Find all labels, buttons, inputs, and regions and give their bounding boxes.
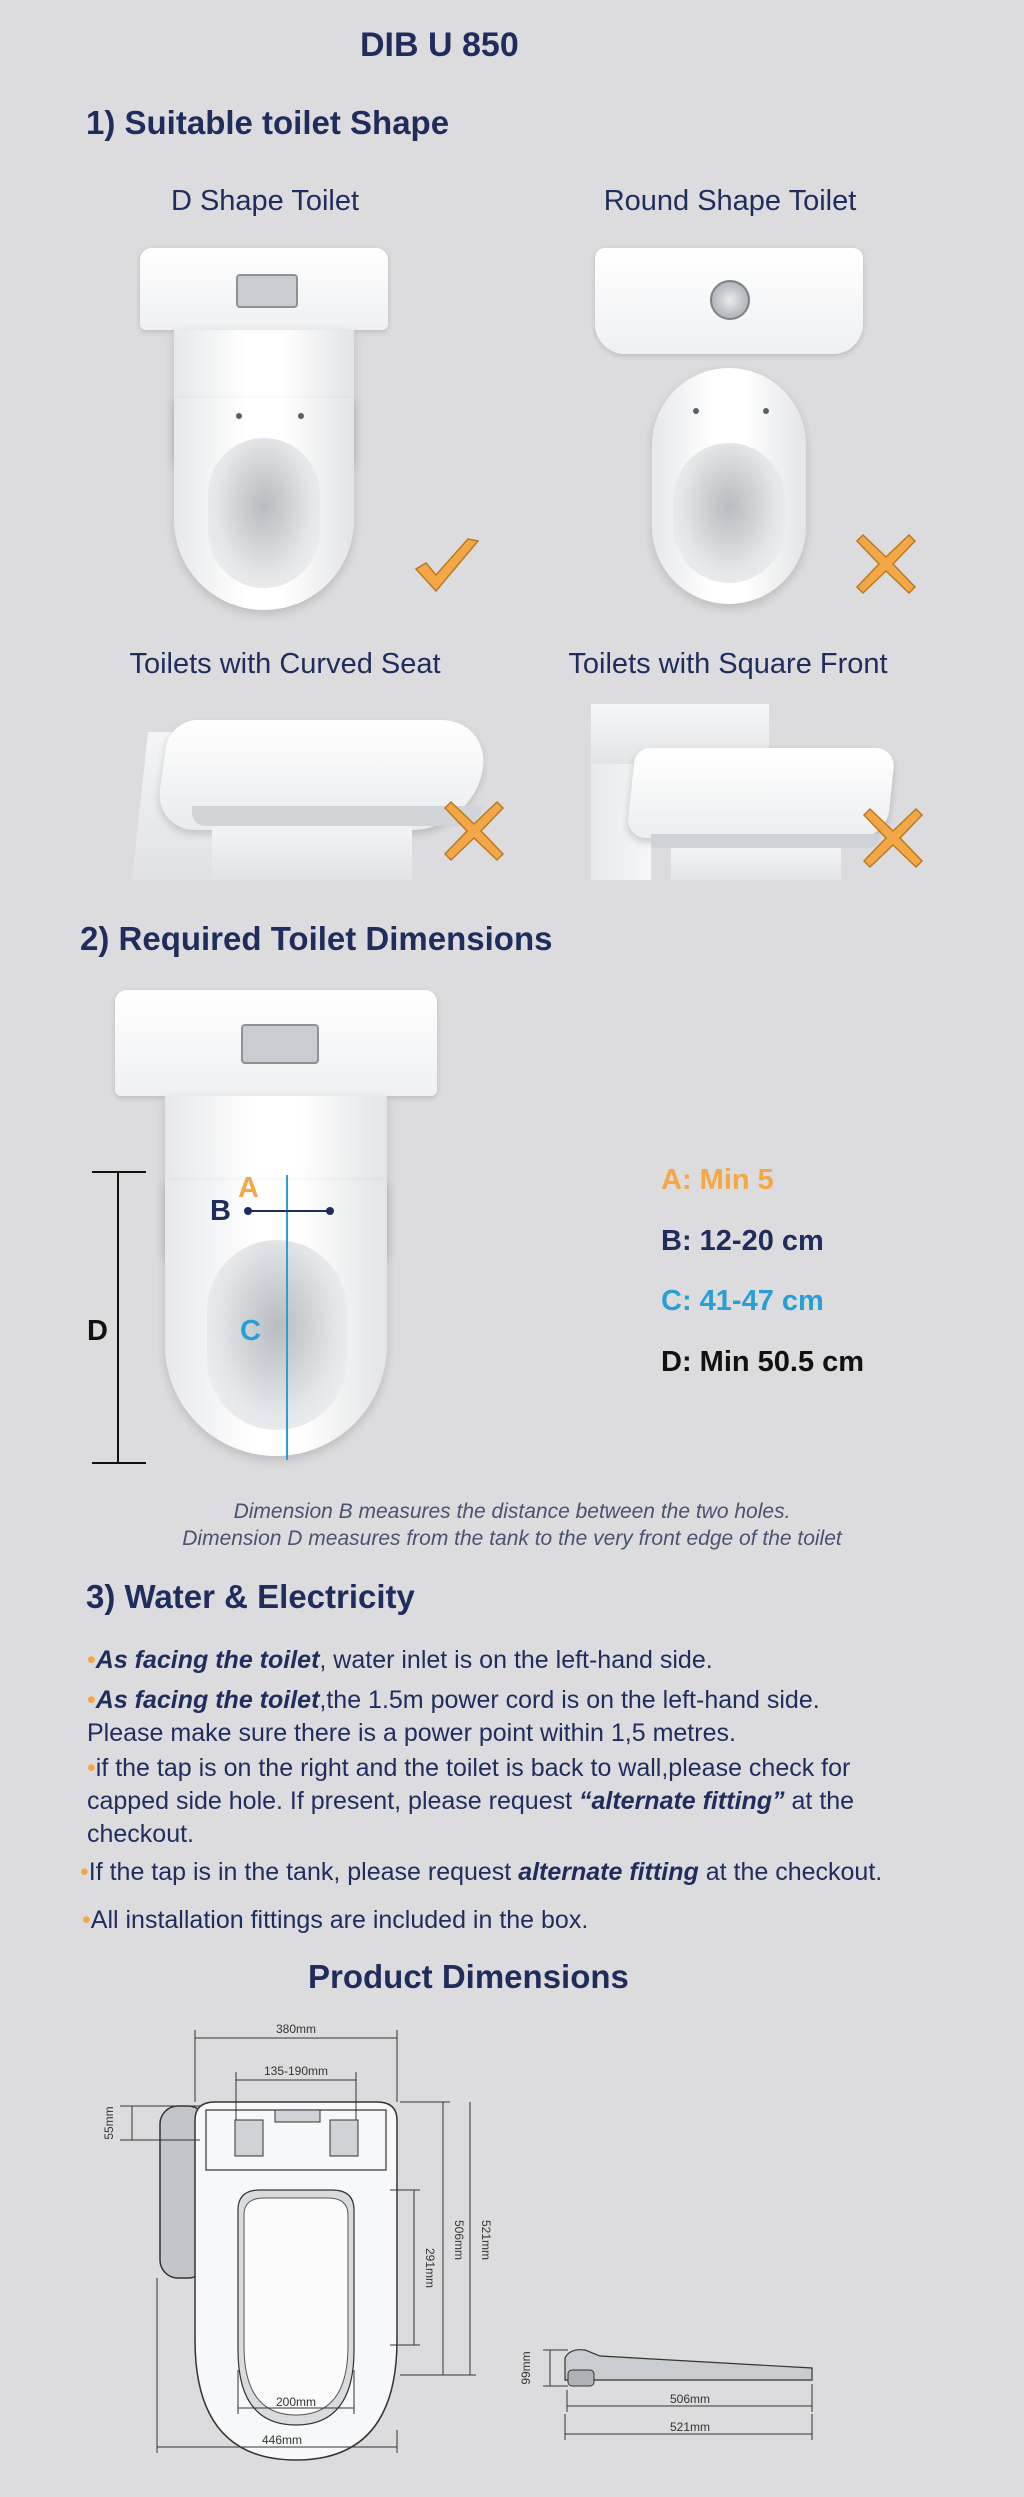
bullet-water-inlet: •As facing the toilet, water inlet is on the left-hand side.: [87, 1646, 713, 1674]
dim-135-190: 135-190mm: [263, 2064, 329, 2078]
note-d: Dimension D measures from the tank to the very front edge of the toilet: [182, 1527, 842, 1550]
section1-heading: 1) Suitable toilet Shape: [86, 104, 450, 141]
dim-55: 55mm: [102, 2106, 116, 2140]
label-c: C: [240, 1315, 261, 1347]
product-dimension-drawing: [0, 2010, 1024, 2480]
bullet-tap-tank: •If the tap is in the tank, please request alternate fitting at the checkout.: [80, 1858, 883, 1886]
dimension-a: A: Min 5: [661, 1164, 774, 1196]
section4-heading: Product Dimensions: [308, 1958, 629, 1995]
bullet-tap-right: •if the tap is on the right and the toilet is back to wall,please check for capped side hole. If present, please request “alternate fitting” at the checkout.: [87, 1754, 855, 1848]
label-d: D: [87, 1315, 108, 1347]
side-dim-506: 506mm: [669, 2392, 711, 2406]
dim-200: 200mm: [275, 2395, 317, 2409]
bullet-power-cord: •As facing the toilet,the 1.5m power cord is on the left-hand side. Please make sure there is a power point within 1,5 metres.: [87, 1686, 820, 1747]
dimension-d: D: Min 50.5 cm: [661, 1346, 865, 1378]
label-b: B: [210, 1195, 231, 1227]
side-dim-99: 99mm: [519, 2351, 533, 2385]
label-a: A: [238, 1172, 259, 1204]
round-shape-label: Round Shape Toilet: [603, 185, 857, 217]
section3-heading: 3) Water & Electricity: [86, 1578, 415, 1615]
dim-521: 521mm: [479, 2219, 493, 2261]
side-dim-521: 521mm: [669, 2420, 711, 2434]
d-shape-label: D Shape Toilet: [170, 185, 360, 217]
dim-291: 291mm: [423, 2247, 437, 2289]
dim-380: 380mm: [275, 2022, 317, 2036]
section2-heading: 2) Required Toilet Dimensions: [80, 920, 553, 957]
curved-seat-label: Toilets with Curved Seat: [129, 648, 441, 680]
page-title: DIB U 850: [360, 26, 519, 64]
dimension-b: B: 12-20 cm: [661, 1225, 824, 1257]
bullet-fittings: •All installation fittings are included in the box.: [82, 1906, 589, 1934]
dim-506: 506mm: [452, 2219, 466, 2261]
square-front-label: Toilets with Square Front: [568, 648, 888, 680]
note-b: Dimension B measures the distance between the two holes.: [233, 1500, 791, 1523]
dimension-c: C: 41-47 cm: [661, 1285, 824, 1317]
dim-446: 446mm: [261, 2433, 303, 2447]
